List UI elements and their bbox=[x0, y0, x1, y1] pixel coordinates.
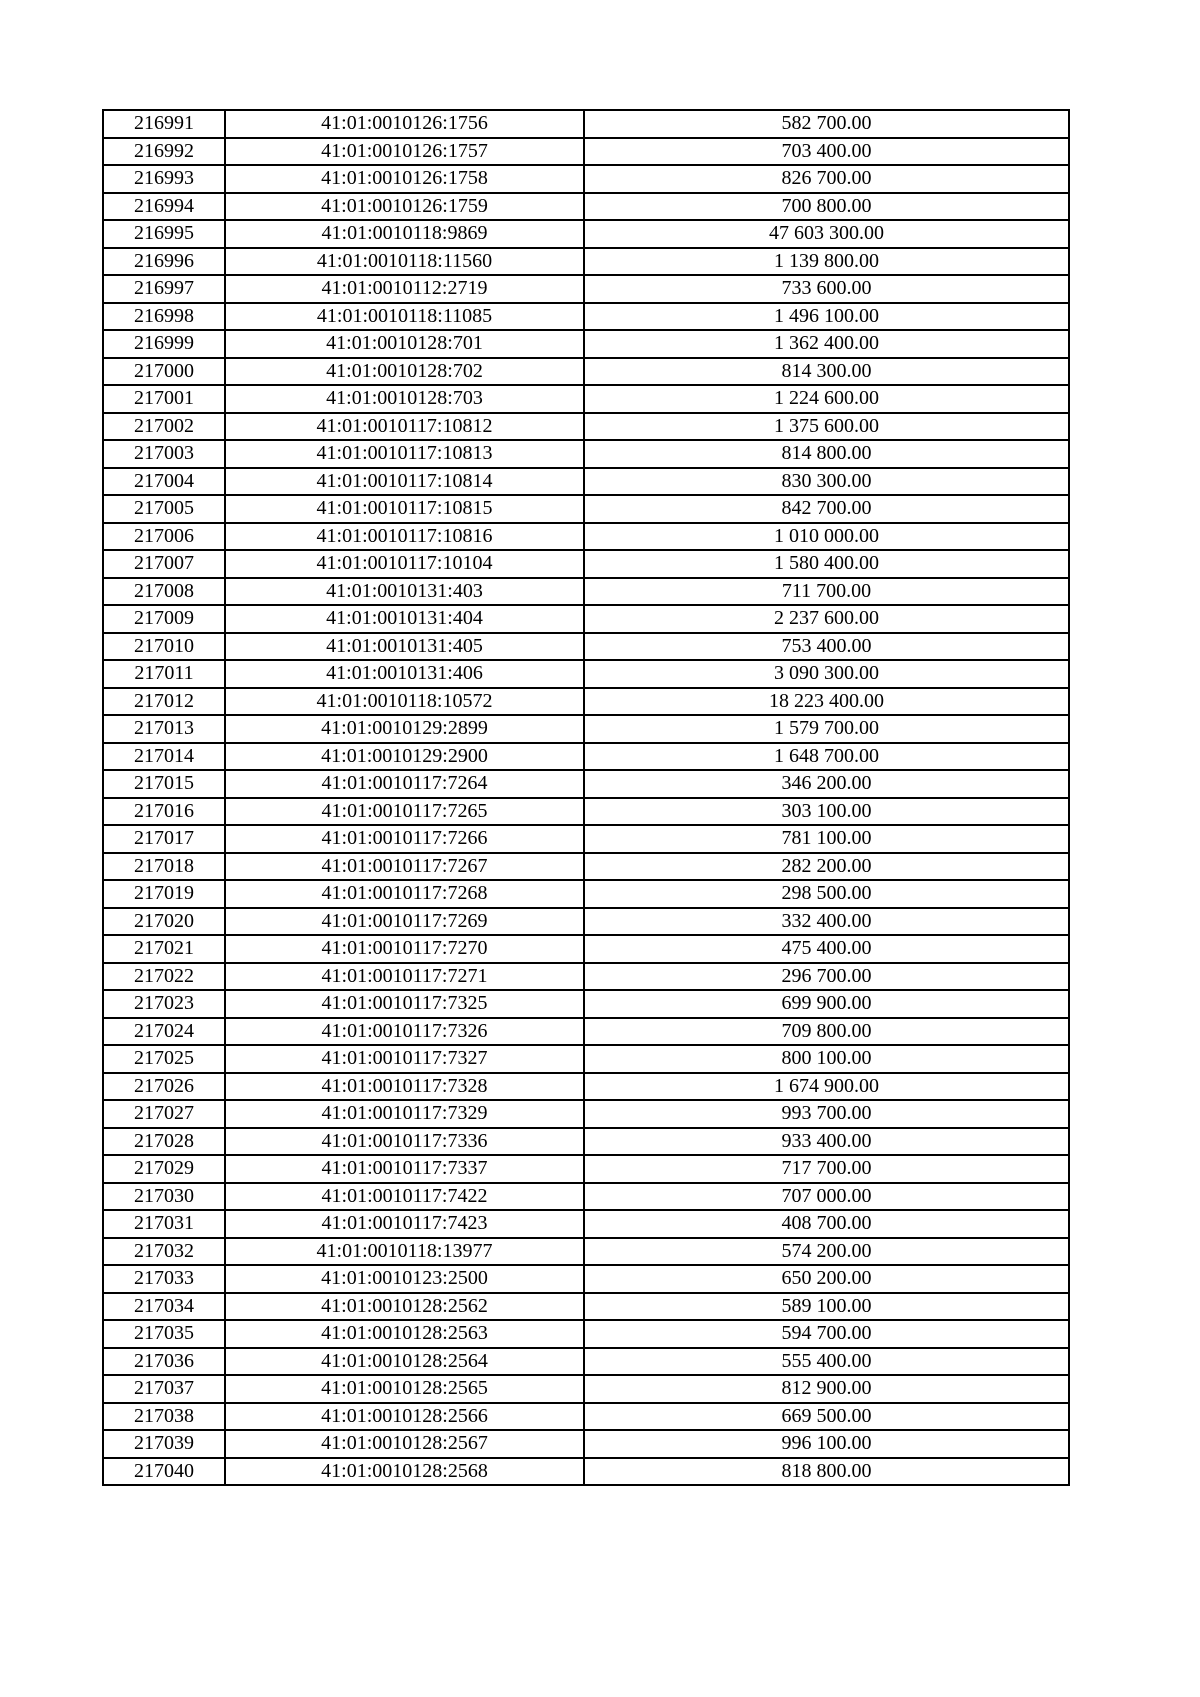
row-number-cell: 216995 bbox=[103, 220, 225, 248]
table-row bbox=[103, 990, 1069, 1018]
row-number-cell: 217005 bbox=[103, 495, 225, 523]
row-number-cell: 217039 bbox=[103, 1430, 225, 1458]
cadastral-value-cell: 1 224 600.00 bbox=[584, 385, 1069, 413]
cadastral-number-cell: 41:01:0010131:404 bbox=[225, 605, 584, 633]
row-number-cell: 217037 bbox=[103, 1375, 225, 1403]
cadastral-number-cell: 41:01:0010117:7266 bbox=[225, 825, 584, 853]
table-row bbox=[103, 550, 1069, 578]
row-number-cell: 217018 bbox=[103, 853, 225, 881]
row-number-cell: 216997 bbox=[103, 275, 225, 303]
cadastral-value-cell: 818 800.00 bbox=[584, 1458, 1069, 1486]
cadastral-number-cell: 41:01:0010117:7329 bbox=[225, 1100, 584, 1128]
table-row bbox=[103, 1375, 1069, 1403]
cadastral-value-cell: 1 580 400.00 bbox=[584, 550, 1069, 578]
table-row bbox=[103, 1018, 1069, 1046]
row-number-cell: 217040 bbox=[103, 1458, 225, 1486]
cadastral-value-cell: 830 300.00 bbox=[584, 468, 1069, 496]
row-number-cell: 217008 bbox=[103, 578, 225, 606]
table-row bbox=[103, 358, 1069, 386]
cadastral-value-cell: 814 300.00 bbox=[584, 358, 1069, 386]
row-number-cell: 217024 bbox=[103, 1018, 225, 1046]
row-number-cell: 217032 bbox=[103, 1238, 225, 1266]
cadastral-number-cell: 41:01:0010117:10104 bbox=[225, 550, 584, 578]
cadastral-number-cell: 41:01:0010128:2568 bbox=[225, 1458, 584, 1486]
cadastral-value-cell: 3 090 300.00 bbox=[584, 660, 1069, 688]
cadastral-number-cell: 41:01:0010118:10572 bbox=[225, 688, 584, 716]
cadastral-number-cell: 41:01:0010117:7269 bbox=[225, 908, 584, 936]
cadastral-number-cell: 41:01:0010117:7326 bbox=[225, 1018, 584, 1046]
row-number-cell: 217022 bbox=[103, 963, 225, 991]
row-number-cell: 217021 bbox=[103, 935, 225, 963]
table-row bbox=[103, 770, 1069, 798]
cadastral-number-cell: 41:01:0010128:2564 bbox=[225, 1348, 584, 1376]
row-number-cell: 217036 bbox=[103, 1348, 225, 1376]
row-number-cell: 216991 bbox=[103, 110, 225, 138]
table-row bbox=[103, 440, 1069, 468]
cadastral-number-cell: 41:01:0010117:7267 bbox=[225, 853, 584, 881]
cadastral-value-cell: 812 900.00 bbox=[584, 1375, 1069, 1403]
cadastral-value-cell: 669 500.00 bbox=[584, 1403, 1069, 1431]
table-row bbox=[103, 743, 1069, 771]
row-number-cell: 217006 bbox=[103, 523, 225, 551]
cadastral-number-cell: 41:01:0010118:13977 bbox=[225, 1238, 584, 1266]
table-row bbox=[103, 798, 1069, 826]
cadastral-number-cell: 41:01:0010129:2899 bbox=[225, 715, 584, 743]
table-row bbox=[103, 385, 1069, 413]
cadastral-number-cell: 41:01:0010117:10812 bbox=[225, 413, 584, 441]
cadastral-number-cell: 41:01:0010117:7265 bbox=[225, 798, 584, 826]
table-row bbox=[103, 468, 1069, 496]
table-row bbox=[103, 853, 1069, 881]
table-body bbox=[103, 110, 1069, 1485]
cadastral-value-cell: 1 674 900.00 bbox=[584, 1073, 1069, 1101]
cadastral-number-cell: 41:01:0010128:703 bbox=[225, 385, 584, 413]
cadastral-number-cell: 41:01:0010129:2900 bbox=[225, 743, 584, 771]
table-row bbox=[103, 1045, 1069, 1073]
cadastral-number-cell: 41:01:0010112:2719 bbox=[225, 275, 584, 303]
table-row bbox=[103, 330, 1069, 358]
cadastral-value-cell: 475 400.00 bbox=[584, 935, 1069, 963]
row-number-cell: 216998 bbox=[103, 303, 225, 331]
cadastral-value-cell: 933 400.00 bbox=[584, 1128, 1069, 1156]
cadastral-value-cell: 650 200.00 bbox=[584, 1265, 1069, 1293]
cadastral-value-cell: 18 223 400.00 bbox=[584, 688, 1069, 716]
table-row bbox=[103, 1183, 1069, 1211]
table-row bbox=[103, 1128, 1069, 1156]
cadastral-number-cell: 41:01:0010117:7264 bbox=[225, 770, 584, 798]
row-number-cell: 217017 bbox=[103, 825, 225, 853]
cadastral-value-cell: 1 139 800.00 bbox=[584, 248, 1069, 276]
row-number-cell: 217028 bbox=[103, 1128, 225, 1156]
table-row bbox=[103, 1238, 1069, 1266]
cadastral-value-cell: 298 500.00 bbox=[584, 880, 1069, 908]
cadastral-value-cell: 47 603 300.00 bbox=[584, 220, 1069, 248]
cadastral-number-cell: 41:01:0010123:2500 bbox=[225, 1265, 584, 1293]
row-number-cell: 217002 bbox=[103, 413, 225, 441]
cadastral-value-cell: 555 400.00 bbox=[584, 1348, 1069, 1376]
cadastral-number-cell: 41:01:0010131:406 bbox=[225, 660, 584, 688]
table-row bbox=[103, 193, 1069, 221]
table-row bbox=[103, 605, 1069, 633]
row-number-cell: 217025 bbox=[103, 1045, 225, 1073]
cadastral-number-cell: 41:01:0010117:10815 bbox=[225, 495, 584, 523]
row-number-cell: 217019 bbox=[103, 880, 225, 908]
table-row bbox=[103, 633, 1069, 661]
table-row bbox=[103, 1458, 1069, 1486]
cadastral-number-cell: 41:01:0010126:1757 bbox=[225, 138, 584, 166]
cadastral-value-cell: 1 648 700.00 bbox=[584, 743, 1069, 771]
cadastral-number-cell: 41:01:0010118:11085 bbox=[225, 303, 584, 331]
cadastral-value-cell: 781 100.00 bbox=[584, 825, 1069, 853]
cadastral-number-cell: 41:01:0010118:11560 bbox=[225, 248, 584, 276]
cadastral-value-cell: 842 700.00 bbox=[584, 495, 1069, 523]
cadastral-value-cell: 303 100.00 bbox=[584, 798, 1069, 826]
cadastral-number-cell: 41:01:0010128:701 bbox=[225, 330, 584, 358]
table-row bbox=[103, 963, 1069, 991]
cadastral-value-cell: 408 700.00 bbox=[584, 1210, 1069, 1238]
row-number-cell: 217023 bbox=[103, 990, 225, 1018]
cadastral-value-cell: 800 100.00 bbox=[584, 1045, 1069, 1073]
row-number-cell: 217012 bbox=[103, 688, 225, 716]
cadastral-value-cell: 332 400.00 bbox=[584, 908, 1069, 936]
cadastral-number-cell: 41:01:0010117:7271 bbox=[225, 963, 584, 991]
table-row bbox=[103, 715, 1069, 743]
cadastral-value-cell: 709 800.00 bbox=[584, 1018, 1069, 1046]
cadastral-value-cell: 703 400.00 bbox=[584, 138, 1069, 166]
table-row bbox=[103, 1210, 1069, 1238]
row-number-cell: 217020 bbox=[103, 908, 225, 936]
cadastral-value-cell: 1 375 600.00 bbox=[584, 413, 1069, 441]
cadastral-value-cell: 1 579 700.00 bbox=[584, 715, 1069, 743]
row-number-cell: 216994 bbox=[103, 193, 225, 221]
cadastral-number-cell: 41:01:0010117:7325 bbox=[225, 990, 584, 1018]
cadastral-value-cell: 1 496 100.00 bbox=[584, 303, 1069, 331]
table-row bbox=[103, 1403, 1069, 1431]
cadastral-value-cell: 2 237 600.00 bbox=[584, 605, 1069, 633]
table-row bbox=[103, 248, 1069, 276]
cadastral-number-cell: 41:01:0010131:405 bbox=[225, 633, 584, 661]
table-row bbox=[103, 1320, 1069, 1348]
cadastral-value-cell: 717 700.00 bbox=[584, 1155, 1069, 1183]
cadastral-number-cell: 41:01:0010117:7423 bbox=[225, 1210, 584, 1238]
table-row bbox=[103, 825, 1069, 853]
cadastral-value-table bbox=[102, 109, 1070, 1486]
table-row bbox=[103, 908, 1069, 936]
cadastral-number-cell: 41:01:0010128:2565 bbox=[225, 1375, 584, 1403]
table-row bbox=[103, 660, 1069, 688]
table-row bbox=[103, 1430, 1069, 1458]
table-row bbox=[103, 495, 1069, 523]
cadastral-value-cell: 996 100.00 bbox=[584, 1430, 1069, 1458]
cadastral-number-cell: 41:01:0010117:7328 bbox=[225, 1073, 584, 1101]
cadastral-number-cell: 41:01:0010118:9869 bbox=[225, 220, 584, 248]
cadastral-value-cell: 993 700.00 bbox=[584, 1100, 1069, 1128]
cadastral-value-cell: 282 200.00 bbox=[584, 853, 1069, 881]
cadastral-value-cell: 574 200.00 bbox=[584, 1238, 1069, 1266]
row-number-cell: 217027 bbox=[103, 1100, 225, 1128]
table-row bbox=[103, 880, 1069, 908]
row-number-cell: 217003 bbox=[103, 440, 225, 468]
row-number-cell: 217034 bbox=[103, 1293, 225, 1321]
cadastral-number-cell: 41:01:0010117:10813 bbox=[225, 440, 584, 468]
table-row bbox=[103, 275, 1069, 303]
cadastral-value-cell: 733 600.00 bbox=[584, 275, 1069, 303]
cadastral-number-cell: 41:01:0010126:1758 bbox=[225, 165, 584, 193]
table-row bbox=[103, 523, 1069, 551]
table-row bbox=[103, 220, 1069, 248]
cadastral-value-cell: 582 700.00 bbox=[584, 110, 1069, 138]
cadastral-number-cell: 41:01:0010128:2567 bbox=[225, 1430, 584, 1458]
cadastral-value-cell: 346 200.00 bbox=[584, 770, 1069, 798]
table-row bbox=[103, 578, 1069, 606]
table-row bbox=[103, 1265, 1069, 1293]
table-row bbox=[103, 1073, 1069, 1101]
cadastral-value-cell: 1 010 000.00 bbox=[584, 523, 1069, 551]
row-number-cell: 217030 bbox=[103, 1183, 225, 1211]
row-number-cell: 217010 bbox=[103, 633, 225, 661]
table-row bbox=[103, 1293, 1069, 1321]
cadastral-number-cell: 41:01:0010128:2566 bbox=[225, 1403, 584, 1431]
table-row bbox=[103, 165, 1069, 193]
table-row bbox=[103, 110, 1069, 138]
row-number-cell: 217016 bbox=[103, 798, 225, 826]
table-row bbox=[103, 1348, 1069, 1376]
table-row bbox=[103, 935, 1069, 963]
cadastral-number-cell: 41:01:0010117:7422 bbox=[225, 1183, 584, 1211]
row-number-cell: 217009 bbox=[103, 605, 225, 633]
cadastral-number-cell: 41:01:0010117:7268 bbox=[225, 880, 584, 908]
cadastral-value-cell: 814 800.00 bbox=[584, 440, 1069, 468]
cadastral-number-cell: 41:01:0010117:7270 bbox=[225, 935, 584, 963]
row-number-cell: 217011 bbox=[103, 660, 225, 688]
row-number-cell: 216996 bbox=[103, 248, 225, 276]
cadastral-value-cell: 711 700.00 bbox=[584, 578, 1069, 606]
cadastral-number-cell: 41:01:0010117:7337 bbox=[225, 1155, 584, 1183]
row-number-cell: 217035 bbox=[103, 1320, 225, 1348]
row-number-cell: 217038 bbox=[103, 1403, 225, 1431]
cadastral-value-cell: 699 900.00 bbox=[584, 990, 1069, 1018]
table-row bbox=[103, 1100, 1069, 1128]
row-number-cell: 217031 bbox=[103, 1210, 225, 1238]
row-number-cell: 217004 bbox=[103, 468, 225, 496]
cadastral-number-cell: 41:01:0010126:1756 bbox=[225, 110, 584, 138]
row-number-cell: 217029 bbox=[103, 1155, 225, 1183]
table-row bbox=[103, 688, 1069, 716]
cadastral-number-cell: 41:01:0010131:403 bbox=[225, 578, 584, 606]
cadastral-number-cell: 41:01:0010128:2562 bbox=[225, 1293, 584, 1321]
row-number-cell: 217013 bbox=[103, 715, 225, 743]
row-number-cell: 216999 bbox=[103, 330, 225, 358]
cadastral-number-cell: 41:01:0010117:7336 bbox=[225, 1128, 584, 1156]
cadastral-value-cell: 707 000.00 bbox=[584, 1183, 1069, 1211]
cadastral-value-cell: 589 100.00 bbox=[584, 1293, 1069, 1321]
cadastral-number-cell: 41:01:0010117:10816 bbox=[225, 523, 584, 551]
cadastral-number-cell: 41:01:0010128:2563 bbox=[225, 1320, 584, 1348]
cadastral-number-cell: 41:01:0010128:702 bbox=[225, 358, 584, 386]
cadastral-value-cell: 296 700.00 bbox=[584, 963, 1069, 991]
cadastral-number-cell: 41:01:0010117:7327 bbox=[225, 1045, 584, 1073]
cadastral-value-cell: 1 362 400.00 bbox=[584, 330, 1069, 358]
row-number-cell: 217015 bbox=[103, 770, 225, 798]
row-number-cell: 217001 bbox=[103, 385, 225, 413]
cadastral-value-cell: 594 700.00 bbox=[584, 1320, 1069, 1348]
row-number-cell: 217007 bbox=[103, 550, 225, 578]
cadastral-number-cell: 41:01:0010117:10814 bbox=[225, 468, 584, 496]
cadastral-number-cell: 41:01:0010126:1759 bbox=[225, 193, 584, 221]
row-number-cell: 216992 bbox=[103, 138, 225, 166]
row-number-cell: 216993 bbox=[103, 165, 225, 193]
table-row bbox=[103, 413, 1069, 441]
row-number-cell: 217014 bbox=[103, 743, 225, 771]
cadastral-value-cell: 700 800.00 bbox=[584, 193, 1069, 221]
table-row bbox=[103, 1155, 1069, 1183]
row-number-cell: 217033 bbox=[103, 1265, 225, 1293]
row-number-cell: 217026 bbox=[103, 1073, 225, 1101]
table-row bbox=[103, 303, 1069, 331]
table-row bbox=[103, 138, 1069, 166]
row-number-cell: 217000 bbox=[103, 358, 225, 386]
cadastral-value-cell: 826 700.00 bbox=[584, 165, 1069, 193]
cadastral-value-cell: 753 400.00 bbox=[584, 633, 1069, 661]
